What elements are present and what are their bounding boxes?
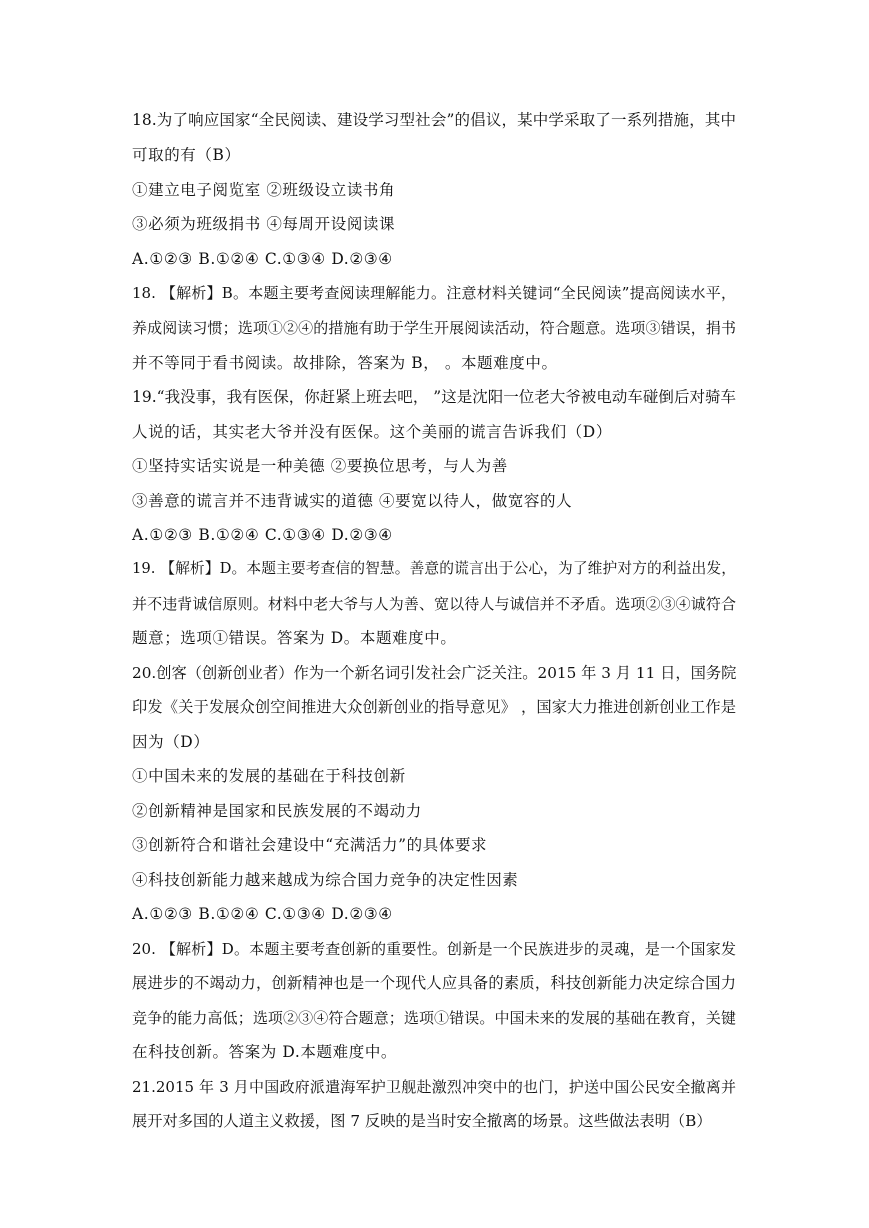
q19-stem-line-2: 人说的话，其实老大爷并没有医保。这个美丽的谎言告诉我们（D） — [132, 423, 612, 441]
q18-analysis-line-3: 并不等同于看书阅读。故排除，答案为 B， 。本题难度中。 — [132, 354, 558, 372]
q18-choices: A.①②③ B.①②④ C.①③④ D.②③④ — [132, 250, 393, 268]
q18-stem-line-1: 18.为了响应国家“全民阅读、建设学习型社会”的倡议，某中学采取了一系列措施，其中 — [132, 111, 736, 129]
q19-options-line-2: ③善意的谎言并不违背诚实的道德 ④要宽以待人，做宽容的人 — [132, 492, 573, 510]
q18-stem-line-2: 可取的有（B） — [132, 146, 241, 164]
q20-option-3: ③创新符合和谐社会建设中“充满活力”的具体要求 — [132, 836, 488, 854]
q20-analysis-line-4: 在科技创新。答案为 D.本题难度中。 — [132, 1043, 398, 1061]
q20-stem-line-2: 印发《关于发展众创空间推进大众创新创业的指导意见》 ，国家大力推进创新创业工作是 — [132, 698, 736, 716]
q21-stem-line-1: 21.2015 年 3 月中国政府派遣海军护卫舰赴激烈冲突中的也门，护送中国公民安全撤离并 — [132, 1078, 736, 1096]
q20-analysis-line-2: 展进步的不竭动力，创新精神也是一个现代人应具备的素质，科技创新能力决定综合国力 — [132, 974, 736, 992]
q19-stem-line-1: 19.“我没事，我有医保，你赶紧上班去吧， ”这是沈阳一位老大爷被电动车碰倒后对骑车 — [132, 388, 736, 406]
q20-analysis-line-1: 20. 【解析】D。本题主要考查创新的重要性。创新是一个民族进步的灵魂，是一个国家发 — [132, 940, 736, 958]
q18-analysis-line-1: 18. 【解析】B。本题主要考查阅读理解能力。注意材料关键词“全民阅读”提高阅读水平， — [132, 284, 736, 302]
q19-options-line-1: ①坚持实话实说是一种美德 ②要换位思考，与人为善 — [132, 457, 508, 475]
q20-choices: A.①②③ B.①②④ C.①③④ D.②③④ — [132, 905, 393, 923]
q18-options-line-1: ①建立电子阅览室 ②班级设立读书角 — [132, 181, 396, 199]
q20-option-2: ②创新精神是国家和民族发展的不竭动力 — [132, 802, 422, 820]
q20-option-1: ①中国未来的发展的基础在于科技创新 — [132, 767, 406, 785]
q19-analysis-line-1: 19. 【解析】D。本题主要考查信的智慧。善意的谎言出于公心，为了维护对方的利益出发， — [132, 560, 736, 577]
q19-choices: A.①②③ B.①②④ C.①③④ D.②③④ — [132, 526, 393, 544]
q20-stem-line-1: 20.创客（创新创业者）作为一个新名词引发社会广泛关注。2015 年 3 月 11 日，国务院 — [132, 664, 737, 682]
q18-analysis-line-2: 养成阅读习惯；选项①②④的措施有助于学生开展阅读活动，符合题意。选项③错误，捐书 — [132, 319, 736, 337]
q20-analysis-line-3: 竞争的能力高低；选项②③④符合题意；选项①错误。中国未来的发展的基础在教育，关键 — [132, 1009, 736, 1027]
q20-option-4: ④科技创新能力越来越成为综合国力竞争的决定性因素 — [132, 871, 519, 889]
q18-options-line-2: ③必须为班级捐书 ④每周开设阅读课 — [132, 215, 396, 233]
q19-analysis-line-2: 并不违背诚信原则。材料中老大爷与人为善、宽以待人与诚信并不矛盾。选项②③④诚符合 — [132, 595, 736, 613]
q19-analysis-line-3: 题意；选项①错误。答案为 D。本题难度中。 — [132, 629, 457, 647]
q20-stem-line-3: 因为（D） — [132, 733, 210, 751]
q21-stem-line-2: 展开对多国的人道主义救援，图 7 反映的是当时安全撤离的场景。这些做法表明（B） — [132, 1112, 712, 1130]
